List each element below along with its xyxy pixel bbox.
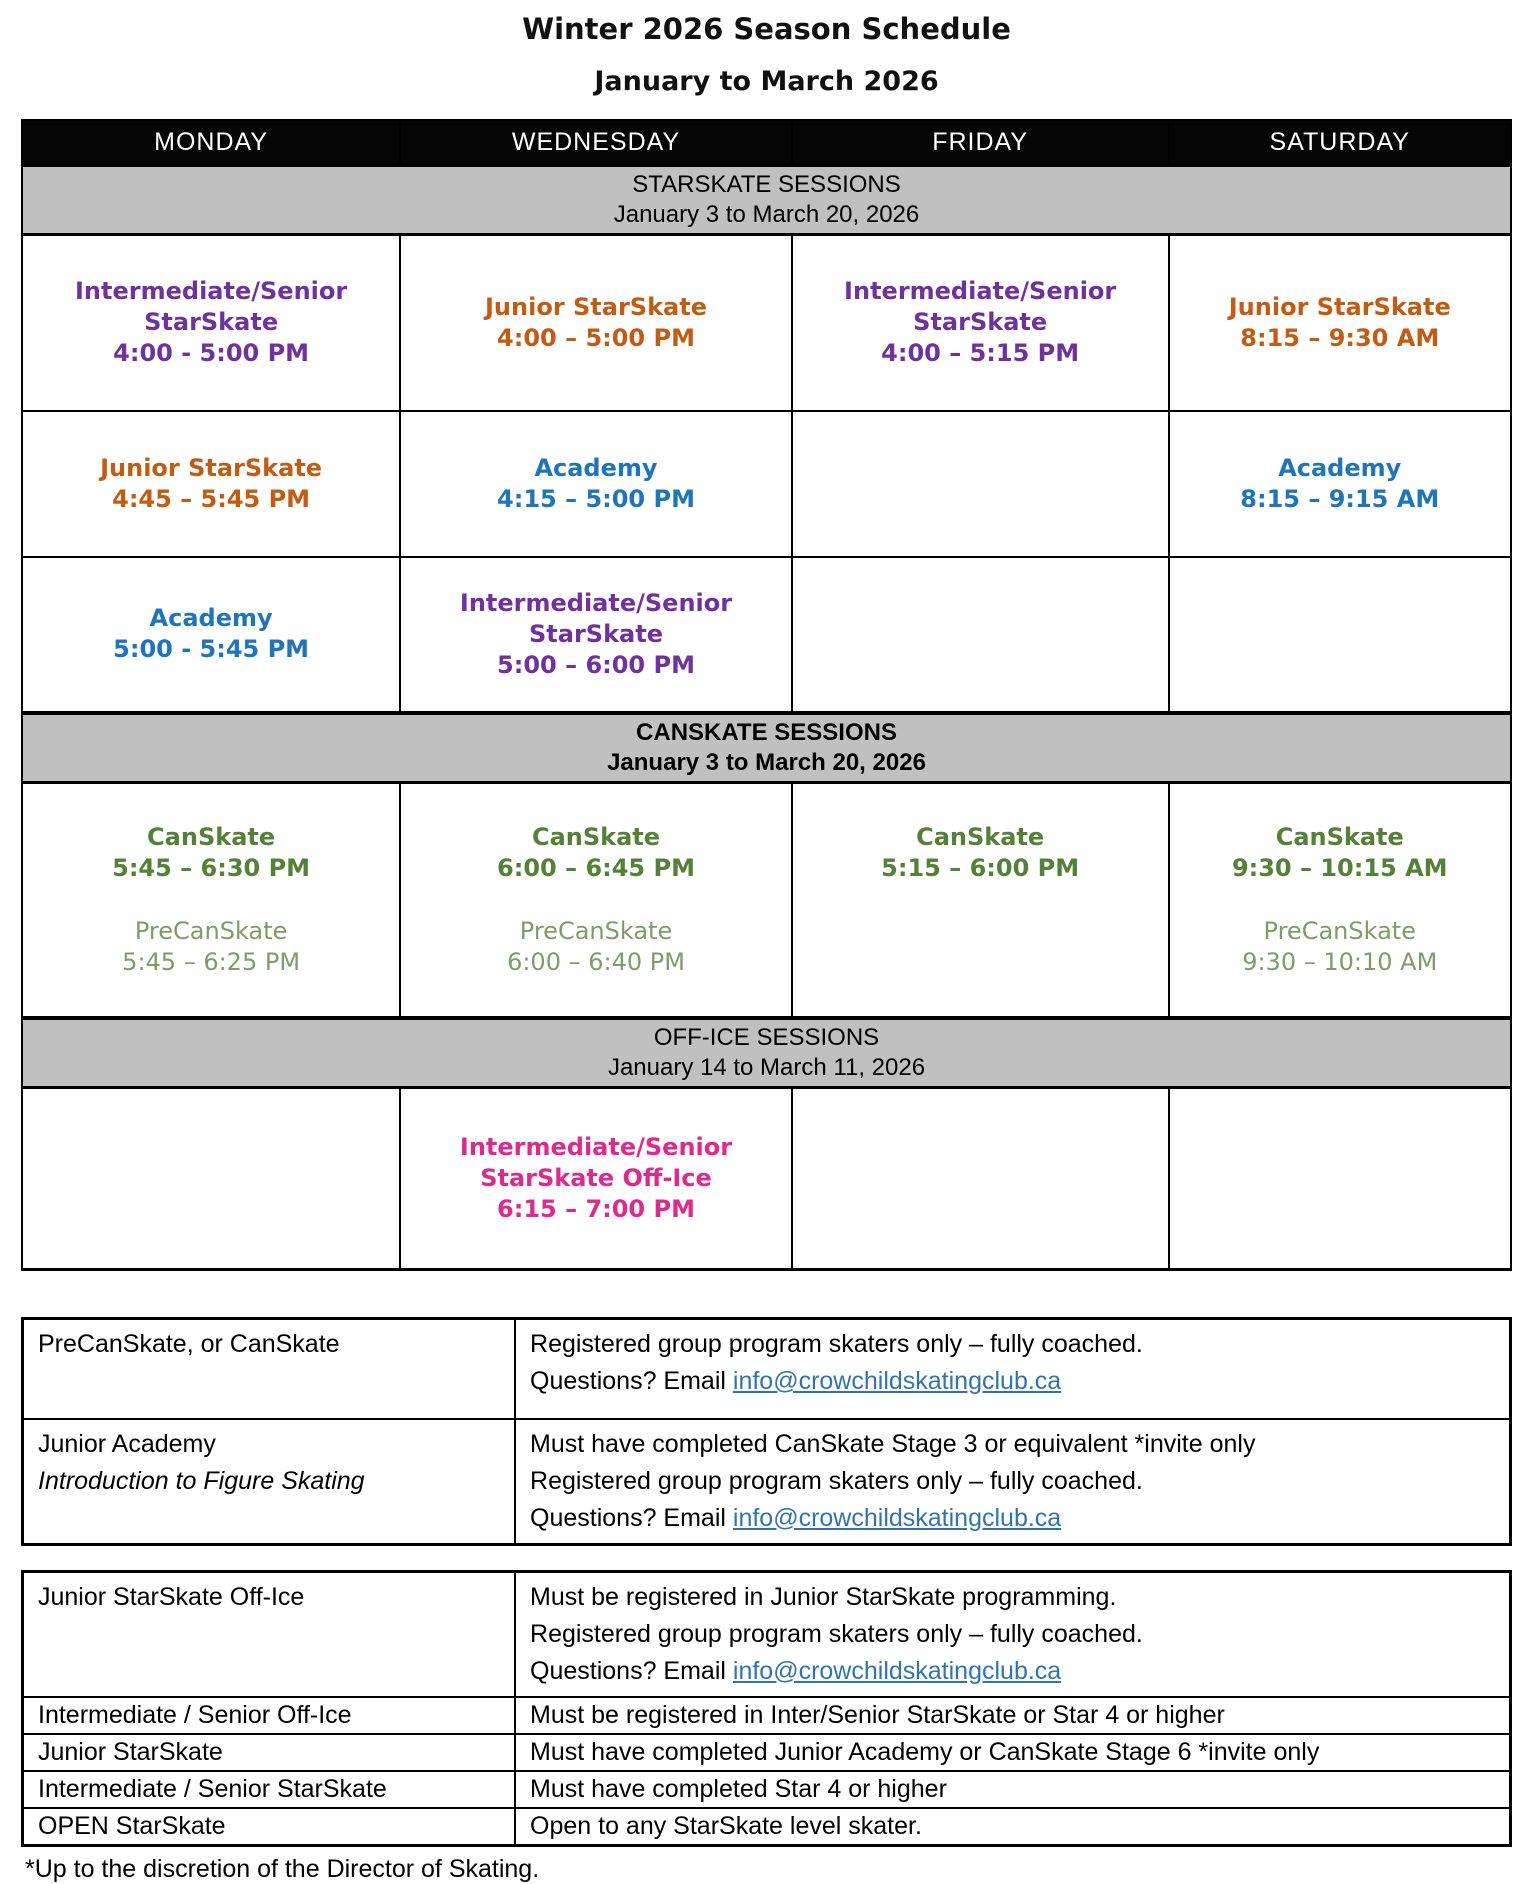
program-description [515,1419,1510,1545]
session-line: PreCanSkate [519,916,673,945]
session-line: Academy [1278,453,1402,482]
precanskate-session [23,916,399,978]
section-dates-starskate: January 3 to March 20, 2026 [613,201,920,228]
canskate-session [401,822,791,884]
session-line: 6:00 – 6:40 PM [507,947,685,976]
page-title: Winter 2026 Season Schedule [522,12,1011,46]
program-label [23,1697,516,1734]
session-canskate-saturday [1170,784,1511,978]
questions-prefix: Questions? Email [530,1656,733,1685]
section-title-canskate: CANSKATE SESSIONS [636,718,897,746]
program-name: Intermediate / Senior StarSkate [38,1774,387,1803]
session-line: Junior StarSkate [485,292,707,321]
session-line: 5:45 – 6:25 PM [122,947,301,976]
session-line: Academy [149,604,273,632]
session-line: 5:00 - 5:45 PM [113,635,310,663]
description-line: Must be registered in Inter/Senior StarSkate or Star 4 or higher [530,1700,1225,1729]
questions-prefix: Questions? Email [530,1367,733,1395]
program-description [515,1734,1510,1771]
session-junior-starskate-monday [23,453,399,515]
session-junior-starskate-wednesday [401,292,791,354]
session-line: CanSkate [147,822,276,851]
description-line [530,1500,1495,1537]
canskate-row [22,782,1511,1018]
session-academy-wednesday [401,453,791,515]
section-title-office: OFF-ICE SESSIONS [653,1024,880,1051]
canskate-session [23,822,399,884]
description-line [530,1653,1495,1690]
session-line: StarSkate Off-Ice [480,1164,712,1192]
session-line: Intermediate/Senior [844,277,1117,306]
session-line: Intermediate/Senior [75,277,348,306]
program-name: Junior StarSkate Off-Ice [38,1582,305,1611]
day-header-saturday: SATURDAY [1169,120,1512,165]
info-row-junior-office [23,1571,1511,1697]
empty-cell [22,1088,400,1270]
session-line: 4:45 – 5:45 PM [112,484,311,513]
starskate-row-2 [22,411,1511,557]
day-header-friday: FRIDAY [792,120,1169,165]
info-row-intsenior-office [23,1697,1511,1734]
empty-cell [792,1088,1169,1270]
session-line: Intermediate/Senior [459,588,733,617]
session-intsenior-starskate-monday [23,276,399,369]
session-line: Junior StarSkate [100,453,323,482]
section-band-canskate [22,713,1511,783]
section-dates-canskate: January 3 to March 20, 2026 [607,748,926,776]
session-line: 4:15 – 5:00 PM [497,484,695,513]
description-line: Registered group program skaters only – fully coached. [530,1619,1143,1648]
session-line: 8:15 – 9:15 AM [1240,484,1440,513]
email-link[interactable]: info@crowchildskatingclub.ca [732,1367,1062,1395]
session-line: 6:00 – 6:45 PM [497,853,695,882]
program-name: OPEN StarSkate [38,1811,226,1840]
program-label [23,1734,516,1771]
info-row-open-starskate [23,1808,1511,1846]
empty-cell [1169,557,1512,713]
section-dates-office: January 14 to March 11, 2026 [607,1054,926,1081]
session-junior-starskate-saturday [1170,292,1511,354]
canskate-session [1170,822,1511,884]
session-line: 4:00 - 5:00 PM [113,339,310,368]
session-intsenior-starskate-wednesday [401,588,791,681]
program-description [515,1571,1510,1697]
session-line: PreCanSkate [1263,916,1416,945]
info-row-precanskate [23,1319,1511,1419]
session-line: PreCanSkate [134,916,288,945]
precanskate-session [1170,916,1511,978]
starskate-row-1 [22,235,1511,411]
program-description [515,1319,1510,1419]
program-label [23,1319,516,1419]
program-name: Intermediate / Senior Off-Ice [38,1700,352,1729]
session-line: 4:00 – 5:00 PM [497,323,695,352]
session-line: Intermediate/Senior [459,1133,733,1161]
program-label [23,1571,516,1697]
program-info-table-1 [21,1317,1512,1546]
session-canskate-wednesday [401,784,791,978]
session-line: 4:00 – 5:15 PM [881,339,1080,368]
session-line: StarSkate [144,308,279,337]
session-line: CanSkate [916,822,1045,851]
program-description [515,1808,1510,1846]
info-row-junior-starskate [23,1734,1511,1771]
session-line: 5:15 – 6:00 PM [881,853,1080,882]
session-line: CanSkate [531,822,661,851]
program-info-table-2 [21,1570,1512,1847]
session-academy-saturday [1170,453,1511,515]
email-link[interactable]: info@crowchildskatingclub.ca [732,1503,1062,1532]
session-line: 8:15 – 9:30 AM [1240,323,1440,352]
day-header-row [22,120,1511,165]
session-canskate-monday [23,784,399,978]
program-name: Junior StarSkate [38,1737,223,1766]
program-description [515,1697,1510,1734]
office-row [22,1088,1511,1270]
schedule-table [21,119,1512,1271]
questions-prefix: Questions? Email [530,1503,733,1532]
description-line [530,1363,1495,1400]
session-academy-monday [23,603,399,665]
session-canskate-friday [793,784,1168,884]
day-header-wednesday: WEDNESDAY [400,120,792,165]
empty-cell [792,557,1169,713]
starskate-row-3 [22,557,1511,713]
session-line: 6:15 – 7:00 PM [497,1195,695,1223]
description-line: Registered group program skaters only – fully coached. [530,1330,1143,1358]
empty-cell [792,411,1169,557]
section-band-office [22,1018,1511,1088]
description-line: Must have completed Junior Academy or CanSkate Stage 6 *invite only [530,1737,1320,1766]
canskate-session [793,822,1168,884]
session-line: 5:00 – 6:00 PM [497,650,695,679]
session-line: StarSkate [529,619,663,648]
session-line: Academy [534,453,658,482]
description-line: Must have completed Star 4 or higher [530,1774,947,1803]
session-line: CanSkate [1275,822,1404,851]
program-description [515,1771,1510,1808]
page-subtitle: January to March 2026 [594,66,939,97]
session-line: StarSkate [913,308,1048,337]
program-name: PreCanSkate, or CanSkate [38,1330,340,1358]
session-line: Junior StarSkate [1228,292,1451,321]
empty-cell [1169,1088,1512,1270]
program-label [23,1808,516,1846]
program-label [23,1419,516,1545]
description-line: Open to any StarSkate level skater. [530,1811,922,1840]
description-line: Must be registered in Junior StarSkate programming. [530,1582,1117,1611]
section-title-starskate: STARSKATE SESSIONS [632,171,901,198]
session-intsenior-starskate-friday [793,276,1168,369]
session-intsenior-office-wednesday [401,1132,791,1225]
section-band-starskate [22,165,1511,235]
session-line: 5:45 – 6:30 PM [112,853,311,882]
session-line: 9:30 – 10:15 AM [1231,853,1448,882]
info-row-junior-academy [23,1419,1511,1545]
day-header-monday: MONDAY [22,120,400,165]
session-line: 9:30 – 10:10 AM [1242,947,1438,976]
program-label [23,1771,516,1808]
description-line: Registered group program skaters only – fully coached. [530,1466,1143,1495]
email-link[interactable]: info@crowchildskatingclub.ca [732,1656,1062,1685]
description-line: Must have completed CanSkate Stage 3 or equivalent *invite only [530,1429,1256,1458]
precanskate-session [401,916,791,978]
program-subtitle: Introduction to Figure Skating [38,1466,365,1495]
program-name: Junior Academy [38,1429,216,1458]
info-row-intsenior-starskate [23,1771,1511,1808]
footnote: *Up to the discretion of the Director of Skating. [25,1854,540,1883]
